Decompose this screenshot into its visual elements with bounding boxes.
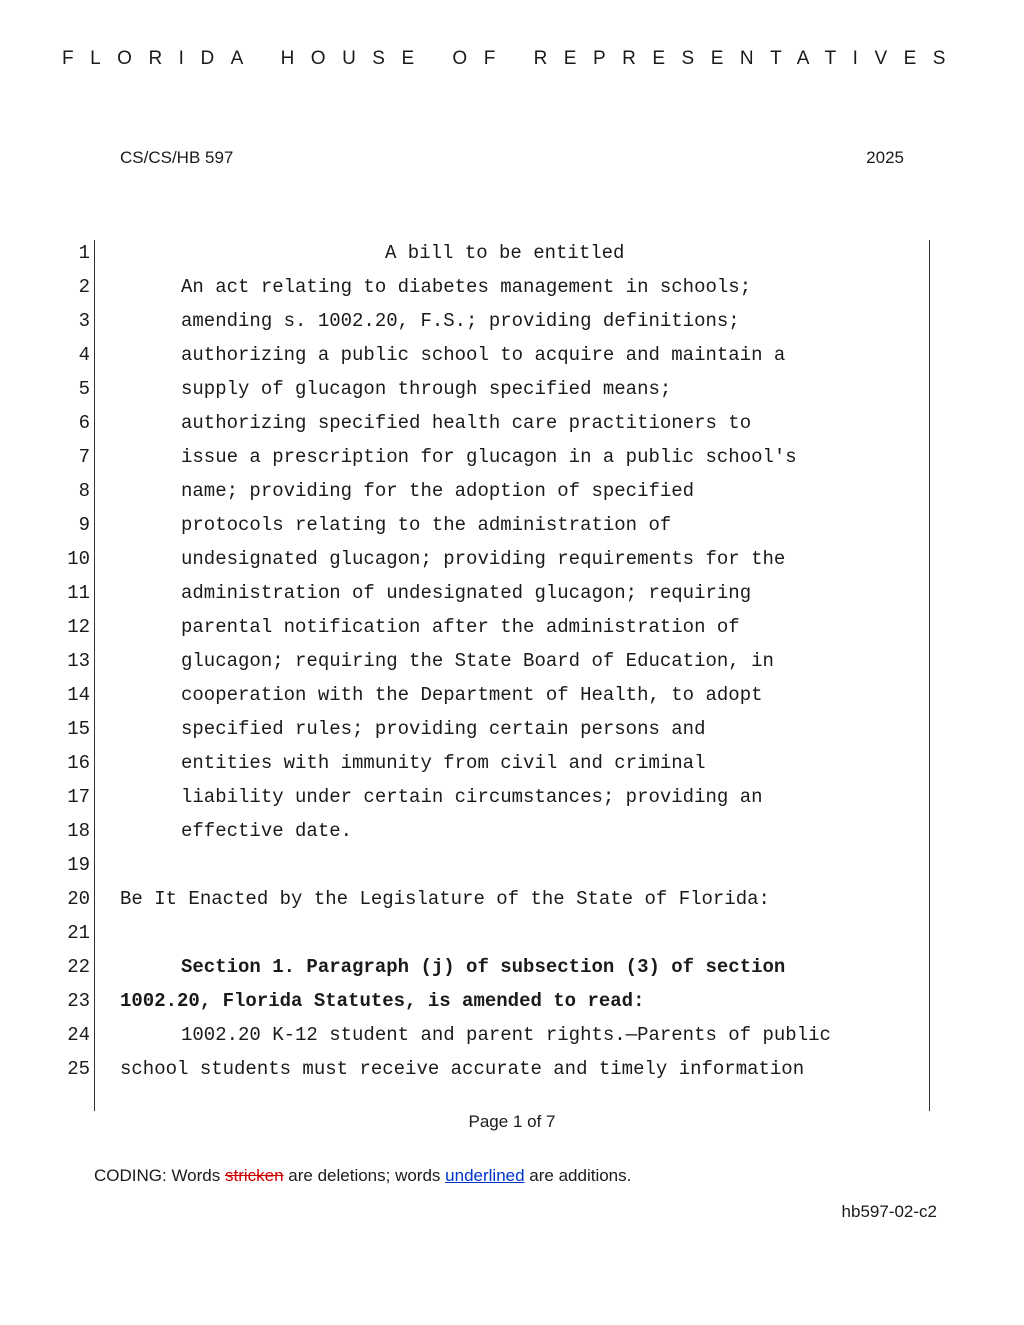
line-text: liability under certain circumstances; providing an [181, 786, 763, 808]
line-number: 17 [67, 786, 90, 808]
bill-line [0, 236, 1024, 270]
line-number: 24 [67, 1024, 90, 1046]
bill-line [0, 848, 1024, 882]
line-number: 2 [78, 276, 90, 298]
bill-line [0, 474, 1024, 508]
bill-line [0, 712, 1024, 746]
enacting-clause: Be It Enacted by the Legislature of the State of Florida: [120, 888, 770, 910]
line-text: An act relating to diabetes management in schools; [181, 276, 752, 298]
bill-line [0, 746, 1024, 780]
line-number: 8 [78, 480, 90, 502]
bill-line [0, 270, 1024, 304]
line-number: 22 [67, 956, 90, 978]
coding-underlined: underlined [445, 1166, 525, 1185]
bill-line [0, 440, 1024, 474]
bill-line [0, 780, 1024, 814]
line-number: 25 [67, 1058, 90, 1080]
chamber-title: FLORIDA HOUSE OF REPRESENTATIVES [62, 48, 962, 69]
bill-line [0, 882, 1024, 916]
line-number: 14 [67, 684, 90, 706]
line-text: administration of undesignated glucagon; requiring [181, 582, 752, 604]
line-text: authorizing specified health care practitioners to [181, 412, 752, 434]
line-number: 3 [78, 310, 90, 332]
line-number: 16 [67, 752, 90, 774]
line-text: issue a prescription for glucagon in a public school's [181, 446, 797, 468]
bill-text [0, 236, 1024, 1086]
section-heading: Section 1. Paragraph (j) of subsection (3) of section [181, 956, 786, 978]
bill-line [0, 1052, 1024, 1086]
line-text: undesignated glucagon; providing requirements for the [181, 548, 786, 570]
line-number: 10 [67, 548, 90, 570]
line-text: school students must receive accurate and timely information [120, 1058, 805, 1080]
bill-line [0, 814, 1024, 848]
line-text: 1002.20 K-12 student and parent rights.—Parents of public [181, 1024, 831, 1046]
bill-number: CS/CS/HB 597 [120, 148, 234, 167]
bill-year: 2025 [866, 148, 904, 167]
line-number: 18 [67, 820, 90, 842]
line-number: 23 [67, 990, 90, 1012]
line-number: 5 [78, 378, 90, 400]
bill-line [0, 576, 1024, 610]
coding-suffix: are additions. [524, 1166, 632, 1185]
line-number: 11 [67, 582, 90, 604]
coding-stricken: stricken [224, 1166, 284, 1185]
bill-line [0, 508, 1024, 542]
line-number: 20 [67, 888, 90, 910]
coding-legend [94, 1166, 631, 1186]
bill-line [0, 950, 1024, 984]
bill-line [0, 610, 1024, 644]
coding-prefix: CODING: Words [94, 1166, 225, 1185]
line-number: 13 [67, 650, 90, 672]
line-number: 7 [78, 446, 90, 468]
line-number: 6 [78, 412, 90, 434]
document-code: hb597-02-c2 [841, 1202, 937, 1221]
line-number: 9 [78, 514, 90, 536]
line-text: cooperation with the Department of Health, to adopt [181, 684, 763, 706]
line-text: entities with immunity from civil and criminal [181, 752, 706, 774]
line-text: name; providing for the adoption of specified [181, 480, 695, 502]
line-text: effective date. [181, 820, 353, 842]
line-number: 19 [67, 854, 90, 876]
bill-line [0, 338, 1024, 372]
coding-middle: are deletions; words [283, 1166, 446, 1185]
line-number: 1 [78, 242, 90, 264]
section-heading: 1002.20, Florida Statutes, is amended to read: [120, 990, 645, 1012]
line-text: protocols relating to the administration of [181, 514, 672, 536]
line-text: amending s. 1002.20, F.S.; providing definitions; [181, 310, 740, 332]
line-text: parental notification after the administration of [181, 616, 740, 638]
bill-line [0, 406, 1024, 440]
bill-line [0, 372, 1024, 406]
line-text: specified rules; providing certain persons and [181, 718, 706, 740]
line-text: authorizing a public school to acquire and maintain a [181, 344, 786, 366]
bill-line [0, 678, 1024, 712]
bill-line [0, 304, 1024, 338]
line-number: 15 [67, 718, 90, 740]
line-number: 21 [67, 922, 90, 944]
line-number: 4 [78, 344, 90, 366]
bill-line [0, 542, 1024, 576]
line-text: A bill to be entitled [385, 242, 625, 264]
bill-line [0, 644, 1024, 678]
bill-line [0, 984, 1024, 1018]
bill-line [0, 916, 1024, 950]
line-number: 12 [67, 616, 90, 638]
bill-line [0, 1018, 1024, 1052]
line-text: glucagon; requiring the State Board of Education, in [181, 650, 774, 672]
line-text: supply of glucagon through specified means; [181, 378, 672, 400]
page-number: Page 1 of 7 [468, 1112, 556, 1131]
